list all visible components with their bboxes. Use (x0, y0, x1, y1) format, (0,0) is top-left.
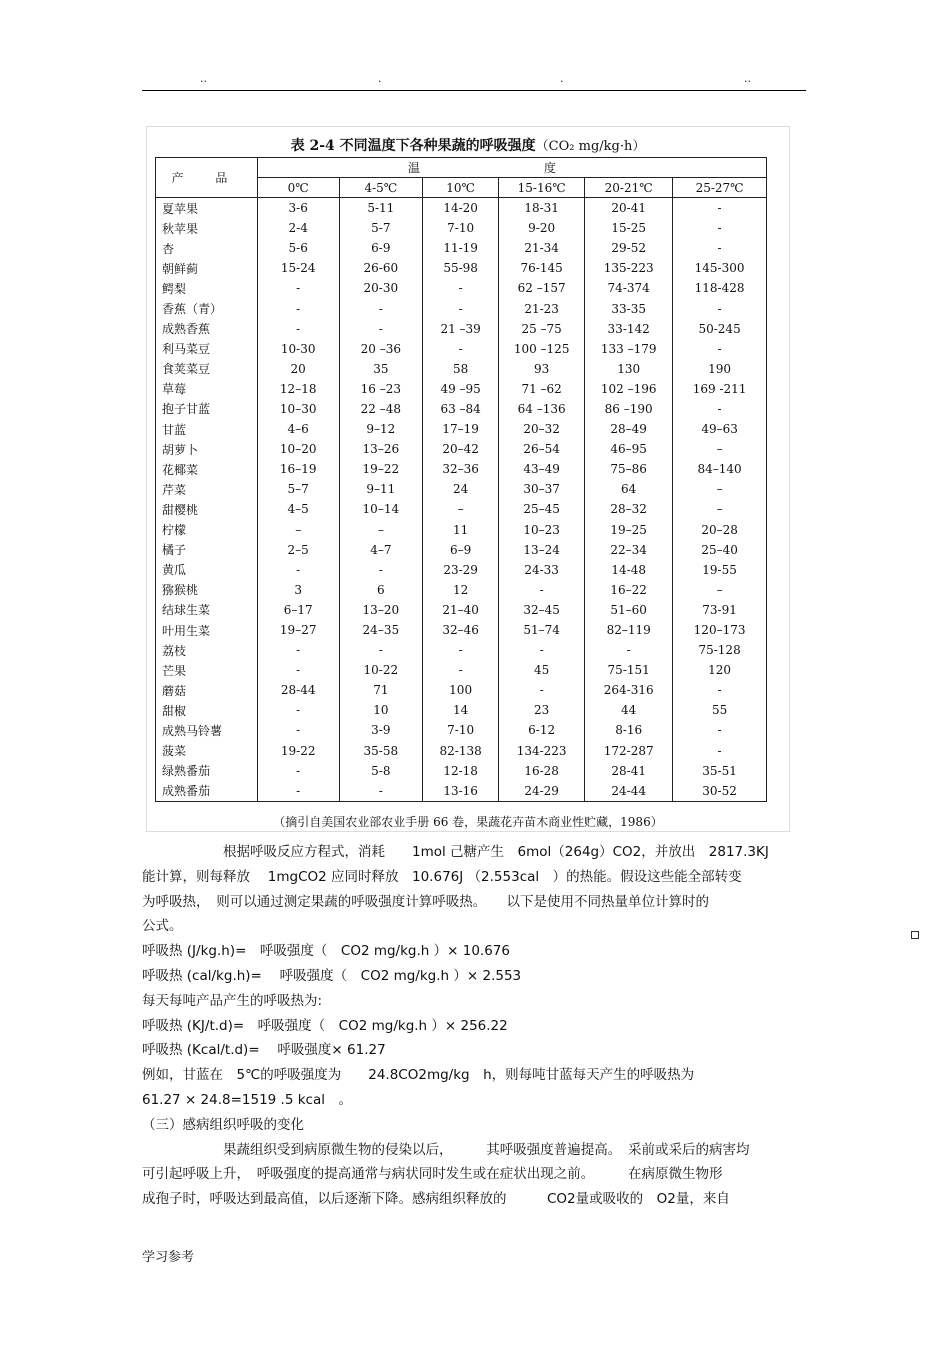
table-row (156, 741, 767, 761)
value-cell: 16-28 (499, 761, 585, 781)
value-cell: 6 (339, 580, 423, 600)
body-line: 可引起呼吸上升， 呼吸强度的提高通常与病状同时发生或在症状出现之前。 在病原微生物形 (142, 1166, 723, 1183)
table-row (156, 660, 767, 680)
value-cell: 10–20 (257, 439, 339, 459)
value-cell: - (257, 640, 339, 660)
table-row (156, 419, 767, 439)
value-cell: 29-52 (585, 238, 673, 258)
table-row (156, 720, 767, 740)
value-cell: 169 -211 (673, 379, 767, 399)
value-cell: 172-287 (585, 741, 673, 761)
value-cell: 133 –179 (585, 339, 673, 359)
table-row (156, 580, 767, 600)
value-cell: 21–40 (423, 600, 499, 620)
body-line: 呼吸热 (KJ/t.d)= 呼吸强度（ CO2 mg/kg.h ）× 256.22 (142, 1017, 508, 1034)
table-row (156, 459, 767, 479)
value-cell: 26–54 (499, 439, 585, 459)
value-cell: - (257, 720, 339, 740)
value-cell: 3 (257, 580, 339, 600)
value-cell: - (673, 339, 767, 359)
value-cell: 71 –62 (499, 379, 585, 399)
product-cell: 成熟香蕉 (156, 319, 258, 339)
body-line: 根据呼吸反应方程式，消耗 1mol 己糖产生 6mol（264g）CO2，并放出 2817.3KJ (142, 844, 769, 860)
value-cell: - (257, 298, 339, 318)
value-cell: - (257, 660, 339, 680)
value-cell: - (339, 319, 423, 339)
col-temperature-header: 温 度 (257, 158, 766, 178)
value-cell: 64 (585, 479, 673, 499)
value-cell: 3-6 (257, 198, 339, 219)
value-cell: - (499, 680, 585, 700)
table-row (156, 319, 767, 339)
value-cell: 8-16 (585, 720, 673, 740)
value-cell: 55 (673, 700, 767, 720)
temp-header: 20-21℃ (585, 178, 673, 198)
value-cell: 49 –95 (423, 379, 499, 399)
value-cell: – (257, 520, 339, 540)
body-line: 呼吸热 (Kcal/t.d)= 呼吸强度× 61.27 (142, 1042, 386, 1059)
value-cell: 6–17 (257, 600, 339, 620)
value-cell: 10-22 (339, 660, 423, 680)
value-cell: 32–36 (423, 459, 499, 479)
product-cell: 柠檬 (156, 520, 258, 540)
value-cell: 13–20 (339, 600, 423, 620)
body-line: 为呼吸热， 则可以通过测定果蔬的呼吸强度计算呼吸热。 以下是使用不同热量单位计算时的 (142, 893, 709, 910)
value-cell: 12-18 (423, 761, 499, 781)
value-cell: 14-48 (585, 560, 673, 580)
value-cell: 10-30 (257, 339, 339, 359)
value-cell: 28-44 (257, 680, 339, 700)
value-cell: 86 –190 (585, 399, 673, 419)
table-row (156, 399, 767, 419)
value-cell: - (673, 298, 767, 318)
value-cell: 20 –36 (339, 339, 423, 359)
value-cell: 32–46 (423, 620, 499, 640)
table-row (156, 700, 767, 720)
value-cell: 25–45 (499, 499, 585, 519)
product-cell: 绿熟番茄 (156, 761, 258, 781)
value-cell: 134-223 (499, 741, 585, 761)
product-cell: 猕猴桃 (156, 580, 258, 600)
value-cell: 100 (423, 680, 499, 700)
product-cell: 成熟马铃薯 (156, 720, 258, 740)
value-cell: 76-145 (499, 258, 585, 278)
body-line: 呼吸热 (J/kg.h)= 呼吸强度（ CO2 mg/kg.h ）× 10.676 (142, 943, 510, 960)
product-cell: 鳄梨 (156, 278, 258, 298)
body-line: 果蔬组织受到病原微生物的侵染以后， 其呼吸强度普遍提高。 采前或采后的病害均 (142, 1141, 750, 1158)
value-cell: 19-55 (673, 560, 767, 580)
table-row (156, 339, 767, 359)
temp-header: 15-16℃ (499, 178, 585, 198)
value-cell: 6-9 (339, 238, 423, 258)
value-cell: - (257, 781, 339, 802)
value-cell: 28-41 (585, 761, 673, 781)
value-cell: 264-316 (585, 680, 673, 700)
product-cell: 杏 (156, 238, 258, 258)
value-cell: 20–42 (423, 439, 499, 459)
header-dot-1: .. (200, 72, 207, 85)
value-cell: 6–9 (423, 540, 499, 560)
value-cell: 5-11 (339, 198, 423, 219)
body-line: （三）感病组织呼吸的变化 (142, 1116, 304, 1133)
value-cell: 120–173 (673, 620, 767, 640)
value-cell: 120 (673, 660, 767, 680)
value-cell: 75–86 (585, 459, 673, 479)
value-cell: 63 –84 (423, 399, 499, 419)
value-cell: 5–7 (257, 479, 339, 499)
value-cell: 23-29 (423, 560, 499, 580)
value-cell: 44 (585, 700, 673, 720)
value-cell: 10–23 (499, 520, 585, 540)
table-row (156, 258, 767, 278)
product-cell: 夏苹果 (156, 198, 258, 219)
value-cell: - (339, 640, 423, 660)
value-cell: 75-128 (673, 640, 767, 660)
value-cell: - (585, 640, 673, 660)
col-product-header: 产 品 (156, 158, 258, 198)
value-cell: - (673, 218, 767, 238)
value-cell: 9-20 (499, 218, 585, 238)
value-cell: 145-300 (673, 258, 767, 278)
value-cell: 24-29 (499, 781, 585, 802)
temp-header: 10℃ (423, 178, 499, 198)
temp-header: 0℃ (257, 178, 339, 198)
product-cell: 叶用生菜 (156, 620, 258, 640)
value-cell: 14-20 (423, 198, 499, 219)
value-cell: 93 (499, 359, 585, 379)
value-cell: 62 –157 (499, 278, 585, 298)
table-row (156, 218, 767, 238)
value-cell: 7-10 (423, 720, 499, 740)
table-row (156, 439, 767, 459)
value-cell: - (257, 278, 339, 298)
value-cell: 28–32 (585, 499, 673, 519)
value-cell: – (673, 439, 767, 459)
value-cell: 3-9 (339, 720, 423, 740)
value-cell: 26-60 (339, 258, 423, 278)
product-cell: 食荚菜豆 (156, 359, 258, 379)
value-cell: 75-151 (585, 660, 673, 680)
value-cell: 24–35 (339, 620, 423, 640)
body-line: 能计算，则每释放 1mgCO2 应同时释放 10.676J （2.553cal ）的热能。假设这些能全部转变 (142, 868, 742, 885)
value-cell: - (673, 198, 767, 219)
product-cell: 菠菜 (156, 741, 258, 761)
product-cell: 荔枝 (156, 640, 258, 660)
value-cell: – (423, 499, 499, 519)
value-cell: 74-374 (585, 278, 673, 298)
body-line: 每天每吨产品产生的呼吸热为: (142, 992, 323, 1009)
table-row (156, 781, 767, 802)
value-cell: – (673, 499, 767, 519)
product-cell: 甜樱桃 (156, 499, 258, 519)
value-cell: 22–34 (585, 540, 673, 560)
product-cell: 香蕉（青） (156, 298, 258, 318)
value-cell: 118-428 (673, 278, 767, 298)
table-row (156, 359, 767, 379)
product-cell: 抱子甘蓝 (156, 399, 258, 419)
value-cell: 19–27 (257, 620, 339, 640)
temp-header: 4-5℃ (339, 178, 423, 198)
value-cell: – (339, 520, 423, 540)
value-cell: - (499, 640, 585, 660)
product-cell: 蘑菇 (156, 680, 258, 700)
corner-mark (911, 931, 919, 939)
product-cell: 芒果 (156, 660, 258, 680)
value-cell: 55-98 (423, 258, 499, 278)
table-source: （摘引自美国农业部农业手册 66 卷，果蔬花卉苗木商业性贮藏，1986） (273, 815, 663, 829)
value-cell: 35-58 (339, 741, 423, 761)
value-cell: 190 (673, 359, 767, 379)
table-row (156, 540, 767, 560)
temp-header: 25-27℃ (673, 178, 767, 198)
product-cell: 橘子 (156, 540, 258, 560)
value-cell: 21 –39 (423, 319, 499, 339)
value-cell: 82-138 (423, 741, 499, 761)
value-cell: 4–7 (339, 540, 423, 560)
value-cell: 10–14 (339, 499, 423, 519)
product-cell: 秋苹果 (156, 218, 258, 238)
value-cell: 4–5 (257, 499, 339, 519)
value-cell: - (339, 781, 423, 802)
value-cell: 19-22 (257, 741, 339, 761)
body-line: 例如，甘蓝在 5℃的呼吸强度为 24.8CO2mg/kg h，则每吨甘蓝每天产生的呼吸热为 (142, 1067, 695, 1084)
table-row (156, 640, 767, 660)
value-cell: - (423, 298, 499, 318)
page-footer: 学习参考 (142, 1250, 195, 1265)
value-cell: 35 (339, 359, 423, 379)
value-cell: 21-23 (499, 298, 585, 318)
value-cell: 10 (339, 700, 423, 720)
value-cell: 20–32 (499, 419, 585, 439)
value-cell: 10–30 (257, 399, 339, 419)
value-cell: - (339, 560, 423, 580)
value-cell: 49–63 (673, 419, 767, 439)
value-cell: - (673, 720, 767, 740)
value-cell: 58 (423, 359, 499, 379)
value-cell: 24-33 (499, 560, 585, 580)
value-cell: 135-223 (585, 258, 673, 278)
product-cell: 利马菜豆 (156, 339, 258, 359)
table-title (147, 135, 789, 155)
value-cell: 11 (423, 520, 499, 540)
table-row (156, 499, 767, 519)
value-cell: 32–45 (499, 600, 585, 620)
value-cell: - (423, 339, 499, 359)
value-cell: 51–60 (585, 600, 673, 620)
value-cell: - (257, 319, 339, 339)
value-cell: 15-24 (257, 258, 339, 278)
value-cell: 17–19 (423, 419, 499, 439)
value-cell: 5-6 (257, 238, 339, 258)
value-cell: - (673, 680, 767, 700)
table-title-text: 表 2-4 不同温度下各种果蔬的呼吸强度 (290, 138, 536, 154)
product-cell: 芹菜 (156, 479, 258, 499)
value-cell: 20-30 (339, 278, 423, 298)
body-line: 公式。 (142, 918, 183, 935)
value-cell: 5-8 (339, 761, 423, 781)
value-cell: 13–26 (339, 439, 423, 459)
value-cell: 20-41 (585, 198, 673, 219)
value-cell: 25–40 (673, 540, 767, 560)
product-cell: 黄瓜 (156, 560, 258, 580)
value-cell: - (499, 580, 585, 600)
value-cell: 2–5 (257, 540, 339, 560)
value-cell: 46–95 (585, 439, 673, 459)
table-image (146, 126, 790, 832)
value-cell: - (339, 298, 423, 318)
body-line: 成孢子时，呼吸达到最高值，以后逐渐下降。感病组织释放的 CO2量或吸收的 O2量，来自 (142, 1191, 730, 1208)
value-cell: 33-142 (585, 319, 673, 339)
value-cell: 16 –23 (339, 379, 423, 399)
value-cell: 30–37 (499, 479, 585, 499)
value-cell: - (423, 640, 499, 660)
value-cell: 18-31 (499, 198, 585, 219)
value-cell: 7-10 (423, 218, 499, 238)
value-cell: 84–140 (673, 459, 767, 479)
value-cell: 33-35 (585, 298, 673, 318)
table-row (156, 600, 767, 620)
body-line: 呼吸热 (cal/kg.h)= 呼吸强度（ CO2 mg/kg.h ）× 2.553 (142, 968, 522, 984)
value-cell: - (423, 660, 499, 680)
value-cell: 20–28 (673, 520, 767, 540)
value-cell: - (257, 761, 339, 781)
value-cell: 9–11 (339, 479, 423, 499)
value-cell: 73-91 (673, 600, 767, 620)
value-cell: 30-52 (673, 781, 767, 802)
product-cell: 花椰菜 (156, 459, 258, 479)
value-cell: 21-34 (499, 238, 585, 258)
table-row (156, 238, 767, 258)
product-cell: 结球生菜 (156, 600, 258, 620)
body-line: 61.27 × 24.8=1519 .5 kcal 。 (142, 1092, 352, 1108)
product-cell: 胡萝卜 (156, 439, 258, 459)
table-row (156, 479, 767, 499)
value-cell: 12 (423, 580, 499, 600)
table-row (156, 379, 767, 399)
value-cell: 19–25 (585, 520, 673, 540)
header-dot-2: . (378, 72, 382, 85)
table-title-unit: （CO₂ mg/kg·h） (535, 139, 646, 154)
product-cell: 甜椒 (156, 700, 258, 720)
value-cell: 14 (423, 700, 499, 720)
value-cell: 24 (423, 479, 499, 499)
value-cell: 19–22 (339, 459, 423, 479)
value-cell: 5-7 (339, 218, 423, 238)
header-dot-4: .. (744, 72, 751, 85)
value-cell: 16–19 (257, 459, 339, 479)
value-cell: 24-44 (585, 781, 673, 802)
product-cell: 朝鲜蓟 (156, 258, 258, 278)
table-row (156, 520, 767, 540)
value-cell: 71 (339, 680, 423, 700)
value-cell: 15-25 (585, 218, 673, 238)
product-cell: 甘蓝 (156, 419, 258, 439)
table-row (156, 198, 767, 219)
value-cell: 82–119 (585, 620, 673, 640)
value-cell: 25 –75 (499, 319, 585, 339)
value-cell: 2-4 (257, 218, 339, 238)
value-cell: 4–6 (257, 419, 339, 439)
product-cell: 草莓 (156, 379, 258, 399)
table-row (156, 298, 767, 318)
value-cell: - (257, 700, 339, 720)
value-cell: - (673, 741, 767, 761)
value-cell: 50-245 (673, 319, 767, 339)
value-cell: 11-19 (423, 238, 499, 258)
respiration-table (155, 157, 767, 802)
table-row (156, 560, 767, 580)
value-cell: 130 (585, 359, 673, 379)
header-dot-3: . (560, 72, 564, 85)
value-cell: 102 –196 (585, 379, 673, 399)
value-cell: 35-51 (673, 761, 767, 781)
page-header (142, 72, 806, 88)
table-row (156, 620, 767, 640)
table-row (156, 680, 767, 700)
value-cell: 9–12 (339, 419, 423, 439)
value-cell: 22 –48 (339, 399, 423, 419)
value-cell: 12–18 (257, 379, 339, 399)
value-cell: - (673, 399, 767, 419)
value-cell: 45 (499, 660, 585, 680)
table-row (156, 761, 767, 781)
value-cell: 13–24 (499, 540, 585, 560)
value-cell: 16–22 (585, 580, 673, 600)
value-cell: - (423, 278, 499, 298)
value-cell: - (257, 560, 339, 580)
value-cell: 23 (499, 700, 585, 720)
table-row (156, 278, 767, 298)
value-cell: 20 (257, 359, 339, 379)
value-cell: 43–49 (499, 459, 585, 479)
value-cell: 51–74 (499, 620, 585, 640)
value-cell: – (673, 580, 767, 600)
value-cell: 6-12 (499, 720, 585, 740)
product-cell: 成熟番茄 (156, 781, 258, 802)
value-cell: 28–49 (585, 419, 673, 439)
value-cell: 100 –125 (499, 339, 585, 359)
value-cell: - (673, 238, 767, 258)
header-rule (142, 90, 806, 91)
value-cell: 13-16 (423, 781, 499, 802)
value-cell: – (673, 479, 767, 499)
value-cell: 64 –136 (499, 399, 585, 419)
